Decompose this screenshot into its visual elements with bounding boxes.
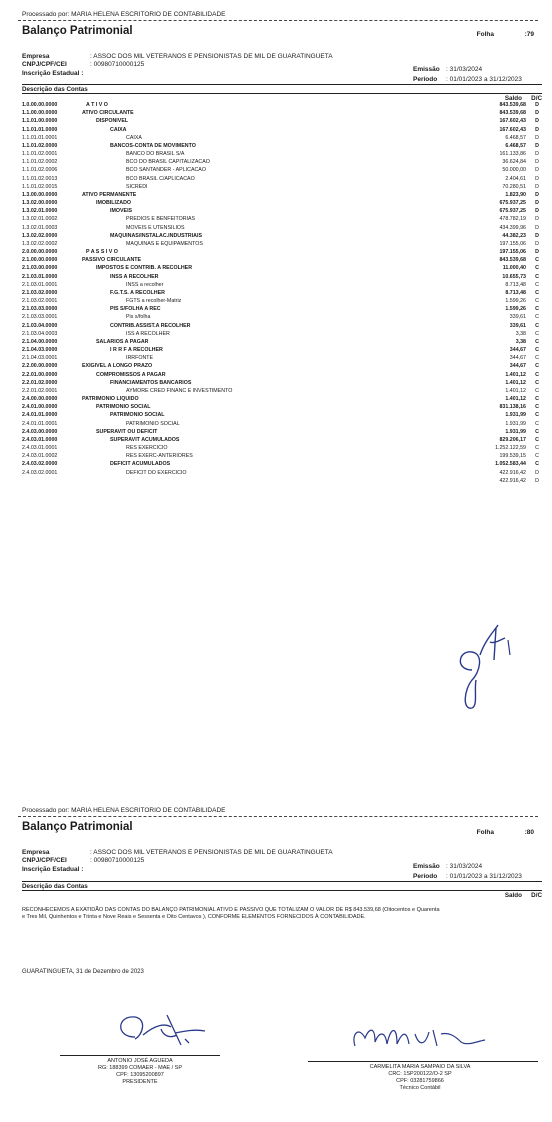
debit-credit-flag: C	[535, 436, 539, 443]
table-row	[22, 306, 542, 313]
account-code: 2.1.03.02.0000	[22, 289, 58, 296]
debit-credit-flag: D	[535, 200, 539, 207]
account-balance: 843.539,68	[499, 102, 526, 108]
account-code: 1.3.02.01.0002	[22, 216, 58, 223]
account-balance: 422.916,42	[499, 477, 526, 484]
table-row	[22, 208, 542, 215]
debit-credit-flag: D	[535, 469, 539, 476]
table-row	[22, 470, 542, 477]
account-name: MOVEIS E UTENSILIOS	[126, 224, 185, 231]
account-balance: 197.155,06	[499, 249, 526, 256]
emissao-label: Emissão	[413, 863, 440, 870]
account-name: PATRIMONIO LIQUIDO	[82, 396, 139, 403]
debit-credit-flag: D	[535, 118, 539, 125]
debit-credit-flag: D	[535, 208, 539, 215]
periodo-label: Período	[413, 76, 438, 83]
account-code: 1.1.01.02.0002	[22, 159, 58, 166]
table-row	[22, 159, 542, 166]
account-balance: 3,38	[515, 330, 526, 337]
account-name: DEFICIT DO EXERCICIO	[126, 469, 187, 476]
account-balance: 1.401,12	[505, 371, 526, 378]
debit-credit-flag: D	[535, 249, 539, 256]
debit-credit-flag: C	[535, 338, 539, 345]
account-name: DEFICIT ACUMULADOS	[110, 461, 171, 468]
debit-credit-flag: C	[535, 371, 539, 378]
cnpj-value: : 00980710000125	[90, 61, 145, 68]
account-balance: 10.655,73	[502, 273, 526, 280]
header-rule	[22, 890, 542, 891]
account-code: 1.1.01.02.0015	[22, 183, 58, 190]
account-code: 2.2.00.00.0000	[22, 363, 58, 370]
table-row	[22, 388, 542, 395]
table-row	[22, 265, 542, 272]
debit-credit-flag: D	[535, 159, 539, 166]
signer2-name: CARMELITA MARIA SAMPAIO DA SILVA	[369, 1064, 471, 1070]
debit-credit-flag: C	[535, 314, 539, 321]
dc-header: D/C	[531, 95, 542, 102]
account-name: ATIVO PERMANENTE	[82, 191, 137, 198]
signature-accountant	[345, 1020, 495, 1058]
debit-credit-flag: D	[535, 232, 539, 239]
account-name: IMPOSTOS E CONTRIB. A RECOLHER	[96, 265, 193, 272]
inscricao-label: Inscrição Estadual :	[22, 70, 84, 77]
account-name: FGTS a recolher-Matriz	[126, 298, 182, 305]
table-row	[22, 314, 542, 321]
account-name: P A S S I V O	[86, 249, 118, 256]
table-row	[22, 363, 542, 370]
statement-line-1: RECONHECEMOS A EXATIDÃO DAS CONTAS DO BALANÇO PATRIMONIAL ATIVO E PASSIVO QUE TOTALIZAM O VALOR DE R$ 843.539,68 (Oitocentos e Quarenta	[22, 907, 440, 913]
account-name: DISPONIVEL	[96, 118, 129, 125]
debit-credit-flag: C	[535, 420, 539, 427]
header-rule	[22, 84, 542, 85]
account-code: 2.1.04.03.0000	[22, 347, 58, 354]
saldo-header: Saldo	[504, 892, 522, 899]
account-name: BCO DO BRASIL CAPITALIZACAO	[126, 159, 210, 166]
header-rule	[22, 93, 542, 94]
account-balance: 1.401,12	[505, 379, 526, 386]
account-balance: 829.206,17	[499, 436, 526, 443]
account-name: COMPROMISSOS A PAGAR	[96, 371, 166, 378]
debit-credit-flag: C	[535, 453, 539, 460]
account-name: PATRIMONIO SOCIAL	[110, 412, 165, 419]
account-code: 2.1.04.03.0001	[22, 355, 58, 362]
account-name: SUPERAVIT ACUMULADOS	[110, 436, 180, 443]
account-balance: 344,67	[509, 347, 526, 354]
table-row	[22, 290, 542, 297]
table-row	[22, 151, 542, 158]
account-balance: 1.931,99	[505, 428, 526, 435]
debit-credit-flag: D	[535, 216, 539, 223]
account-balance: 675.937,25	[499, 200, 526, 207]
table-row	[22, 118, 542, 125]
table-row	[22, 339, 542, 346]
account-name: CAIXA	[110, 126, 127, 133]
account-code: 1.1.01.02.0000	[22, 142, 58, 149]
account-balance: 6.468,57	[505, 142, 526, 149]
table-row	[22, 135, 542, 142]
page-title: Balanço Patrimonial	[22, 821, 133, 833]
debit-credit-flag: C	[535, 428, 539, 435]
periodo-value: : 01/01/2023 a 31/12/2023	[446, 76, 522, 83]
periodo-label: Período	[413, 873, 438, 880]
account-balance: 167.602,43	[499, 118, 526, 125]
folha-label: Folha	[476, 829, 494, 836]
debit-credit-flag: D	[535, 191, 539, 198]
signer2-crc: CRC: 1SP200122/O-2 SP	[388, 1071, 452, 1077]
folha-value: :79	[524, 31, 534, 38]
table-row	[22, 453, 542, 460]
table-row	[22, 282, 542, 289]
table-row	[22, 102, 542, 109]
table-row	[22, 412, 542, 419]
descricao-header: Descrição das Contas	[22, 883, 88, 890]
debit-credit-flag: D	[535, 126, 539, 133]
account-name: SALARIOS A PAGAR	[96, 338, 149, 345]
table-row	[22, 323, 542, 330]
dashed-divider	[18, 816, 538, 817]
account-balance: 1.931,99	[505, 420, 526, 427]
account-code: 1.3.00.00.0000	[22, 191, 58, 198]
descricao-header: Descrição das Contas	[22, 86, 88, 93]
account-code: 2.2.01.00.0000	[22, 371, 58, 378]
table-row	[22, 200, 542, 207]
debit-credit-flag: D	[535, 102, 539, 108]
empresa-label: Empresa	[22, 53, 50, 60]
debit-credit-flag: D	[535, 183, 539, 190]
account-name: SUPERAVIT OU DEFICIT	[96, 428, 158, 435]
empresa-label: Empresa	[22, 849, 50, 856]
debit-credit-flag: C	[535, 404, 539, 411]
table-row	[22, 372, 542, 379]
table-row	[22, 110, 542, 117]
debit-credit-flag: C	[535, 412, 539, 419]
account-name: EXIGIVEL A LONGO PRAZO	[82, 363, 153, 370]
debit-credit-flag: C	[535, 330, 539, 337]
table-row	[22, 167, 542, 174]
cnpj-label: CNPJ/CPF/CEI	[22, 857, 67, 864]
table-row	[22, 404, 542, 411]
header-rule	[22, 881, 542, 882]
account-name: AYMORE CRED FINANC E INVESTIMENTO	[126, 387, 233, 394]
table-row	[22, 233, 542, 240]
table-row	[22, 127, 542, 134]
signer2-role: Técnico Contábil	[399, 1085, 441, 1091]
account-name: I R R F A RECOLHER	[110, 347, 163, 354]
table-row	[22, 249, 542, 256]
debit-credit-flag: D	[535, 477, 539, 484]
account-name: PREDIOS E BENFEITORIAS	[126, 216, 196, 223]
empresa-value: : ASSOC DOS MIL VETERANOS E PENSIONISTAS DE MIL DE GUARATINGUETA	[90, 53, 333, 60]
account-code: 2.1.03.01.0001	[22, 281, 58, 288]
account-code: 2.4.00.00.0000	[22, 396, 58, 403]
table-row	[22, 429, 542, 436]
account-balance: 1.599,26	[505, 306, 526, 313]
account-code: 1.3.02.01.0003	[22, 224, 58, 231]
account-code: 2.4.03.01.0002	[22, 453, 58, 460]
account-balance: 675.937,25	[499, 208, 526, 215]
empresa-value: : ASSOC DOS MIL VETERANOS E PENSIONISTAS DE MIL DE GUARATINGUETA	[90, 849, 333, 856]
account-code: 1.1.01.00.0000	[22, 118, 58, 125]
account-code: 1.1.00.00.0000	[22, 110, 58, 117]
debit-credit-flag: C	[535, 289, 539, 296]
table-header	[22, 86, 542, 93]
debit-credit-flag: D	[535, 151, 539, 158]
account-name: BCO BRASIL C/APLICACAO	[126, 175, 195, 182]
table-row	[22, 355, 542, 362]
dc-header: D/C	[531, 892, 542, 899]
account-code: 1.0.00.00.0000	[22, 102, 58, 108]
account-balance: 199.539,15	[499, 453, 526, 460]
account-code: 1.3.02.02.0002	[22, 240, 58, 247]
account-name: INSS A RECOLHER	[110, 273, 159, 280]
account-code: 2.1.04.00.0000	[22, 338, 58, 345]
debit-credit-flag: D	[535, 175, 539, 182]
account-code: 2.4.01.00.0000	[22, 404, 58, 411]
signer1-role: PRESIDENTE	[122, 1079, 158, 1085]
table-row	[22, 298, 542, 305]
account-name: IRRFONTE	[126, 355, 154, 362]
processed-by: Processado por: MARIA HELENA ESCRITORIO DE CONTABILIDADE	[22, 11, 226, 18]
folha-label: Folha	[476, 31, 494, 38]
account-name: MAQUINAS/INSTALAC.INDUSTRIAIS	[110, 232, 203, 239]
account-code: 2.4.03.00.0000	[22, 428, 58, 435]
table-row	[22, 461, 542, 468]
account-balance: 8.713,48	[505, 281, 526, 288]
account-name: CONTRIB.ASSIST.A RECOLHER	[110, 322, 191, 329]
account-name: IMOVEIS	[110, 208, 133, 215]
account-balance: 1.252.122,59	[495, 445, 526, 452]
signer1-rg: RG: 188399 COMAER - MAE / SP	[97, 1065, 183, 1071]
account-name: IMOBILIZADO	[96, 200, 132, 207]
debit-credit-flag: C	[535, 322, 539, 329]
debit-credit-flag: C	[535, 396, 539, 403]
account-name: PASSIVO CIRCULANTE	[82, 257, 142, 264]
account-code: 1.1.01.02.0006	[22, 167, 58, 174]
account-name: SICREDI	[126, 183, 148, 190]
account-balance: 434.399,96	[499, 224, 526, 231]
emissao-value: : 31/03/2024	[446, 66, 483, 73]
account-code: 2.4.01.01.0001	[22, 420, 58, 427]
account-balance: 36.624,84	[502, 159, 526, 166]
account-name: RES EXERCICIO	[126, 445, 168, 452]
account-balance: 339,61	[509, 322, 526, 329]
account-code: 2.0.00.00.0000	[22, 249, 58, 256]
account-code: 1.3.02.01.0000	[22, 208, 58, 215]
account-code: 2.1.03.03.0001	[22, 314, 58, 321]
debit-credit-flag: C	[535, 379, 539, 386]
debit-credit-flag: C	[535, 273, 539, 280]
account-name: FINANCIAMENTOS BANCARIOS	[110, 379, 192, 386]
debit-credit-flag: C	[535, 355, 539, 362]
signature-president	[105, 1005, 215, 1053]
account-code: 2.2.01.02.0000	[22, 379, 58, 386]
debit-credit-flag: D	[535, 167, 539, 174]
debit-credit-flag: C	[535, 257, 539, 264]
account-balance: 1.599,26	[505, 298, 526, 305]
account-code: 2.1.03.02.0001	[22, 298, 58, 305]
account-balance: 1.931,99	[505, 412, 526, 419]
account-code: 1.3.02.00.0000	[22, 200, 58, 207]
handwritten-initials	[450, 610, 520, 720]
emissao-label: Emissão	[413, 66, 440, 73]
account-code: 2.1.03.01.0000	[22, 273, 58, 280]
account-balance: 8.713,48	[505, 289, 526, 296]
account-name: BANCOS-CONTA DE MOVIMENTO	[110, 142, 196, 149]
account-code: 1.1.01.01.0001	[22, 134, 58, 141]
debit-credit-flag: D	[535, 142, 539, 149]
signer1-name: ANTONIO JOSÉ AGUEDA	[107, 1058, 173, 1064]
account-name: INSS a recolher	[126, 281, 164, 288]
account-code: 2.1.03.03.0000	[22, 306, 58, 313]
table-header	[22, 883, 542, 890]
account-code: 2.1.03.04.0000	[22, 322, 58, 329]
signature-line	[308, 1061, 538, 1062]
folha-value: :80	[524, 829, 534, 836]
debit-credit-flag: D	[535, 224, 539, 231]
table-row	[22, 225, 542, 232]
table-row	[22, 380, 542, 387]
account-balance: 344,67	[509, 363, 526, 370]
account-name: ISS A RECOLHER	[126, 330, 170, 337]
table-row	[22, 176, 542, 183]
account-balance: 339,61	[509, 314, 526, 321]
debit-credit-flag: C	[535, 298, 539, 305]
account-name: F.G.T.S. A RECOLHER	[110, 289, 165, 296]
account-balance: 831.138,16	[499, 404, 526, 411]
account-code: 2.4.01.01.0000	[22, 412, 58, 419]
debit-credit-flag: C	[535, 347, 539, 354]
signer1-cpf: CPF: 13095200897	[116, 1072, 164, 1078]
account-name: BANCO DO BRASIL S/A	[126, 151, 185, 158]
account-balance: 344,67	[509, 355, 526, 362]
cnpj-label: CNPJ/CPF/CEI	[22, 61, 67, 68]
debit-credit-flag: D	[535, 110, 539, 117]
account-balance: 843.539,68	[499, 110, 526, 117]
debit-credit-flag: C	[535, 265, 539, 272]
emissao-value: : 31/03/2024	[446, 863, 483, 870]
processed-by: Processado por: MARIA HELENA ESCRITORIO DE CONTABILIDADE	[22, 807, 226, 814]
table-row	[22, 274, 542, 281]
signature-line	[60, 1055, 220, 1056]
account-balance: 3,38	[515, 338, 526, 345]
table-row	[22, 396, 542, 403]
debit-credit-flag: C	[535, 387, 539, 394]
debit-credit-flag: C	[535, 445, 539, 452]
account-balance: 44.382,23	[502, 232, 526, 239]
table-row	[22, 241, 542, 248]
account-name: A T I V O	[86, 102, 108, 108]
account-code: 2.4.03.01.0001	[22, 445, 58, 452]
table-row	[22, 184, 542, 191]
account-name: PATRIMONIO SOCIAL	[126, 420, 180, 427]
account-name: CAIXA	[126, 134, 142, 141]
account-balance: 70.280,51	[502, 183, 526, 190]
account-code: 2.4.03.02.0001	[22, 469, 58, 476]
periodo-value: : 01/01/2023 a 31/12/2023	[446, 873, 522, 880]
saldo-header: Saldo	[504, 95, 522, 102]
table-row	[22, 478, 542, 485]
account-code: 2.4.03.01.0000	[22, 436, 58, 443]
table-row	[22, 257, 542, 264]
account-balance: 422.916,42	[499, 469, 526, 476]
account-balance: 843.539,68	[499, 257, 526, 264]
table-row	[22, 143, 542, 150]
account-balance: 1.401,12	[505, 387, 526, 394]
signer2-cpf: CPF: 03281759866	[396, 1078, 444, 1084]
account-name: BCO SANTANDER - APLICACAO	[126, 167, 206, 174]
account-code: 1.3.02.02.0000	[22, 232, 58, 239]
table-row	[22, 192, 542, 199]
account-balance: 11.000,40	[502, 265, 526, 272]
account-balance: 478.782,19	[499, 216, 526, 223]
account-balance: 161.133,86	[499, 151, 526, 158]
table-row	[22, 331, 542, 338]
account-balance: 1.823,90	[505, 191, 526, 198]
table-row	[22, 421, 542, 428]
account-name: PATRIMONIO SOCIAL	[96, 404, 151, 411]
account-balance: 1.401,12	[505, 396, 526, 403]
account-balance: 197.155,06	[499, 240, 526, 247]
cnpj-value: : 00980710000125	[90, 857, 145, 864]
account-name: RES EXERC-ANTERIORES	[126, 453, 193, 460]
debit-credit-flag: C	[535, 363, 539, 370]
debit-credit-flag: C	[535, 306, 539, 313]
account-balance: 6.468,57	[505, 134, 526, 141]
debit-credit-flag: D	[535, 134, 539, 141]
debit-credit-flag: C	[535, 461, 539, 468]
account-name: PIS S/FOLHA A REC	[110, 306, 161, 313]
balance-sheet-page-80	[0, 790, 552, 1122]
account-balance: 167.602,43	[499, 126, 526, 133]
table-row	[22, 347, 542, 354]
account-code: 1.1.01.01.0000	[22, 126, 58, 133]
account-balance: 1.052.583,44	[495, 461, 526, 468]
dashed-divider	[18, 20, 538, 21]
account-code: 2.1.03.00.0000	[22, 265, 58, 272]
table-row	[22, 445, 542, 452]
page-title: Balanço Patrimonial	[22, 25, 133, 37]
account-code: 2.1.03.04.0003	[22, 330, 58, 337]
account-code: 2.1.00.00.0000	[22, 257, 58, 264]
debit-credit-flag: C	[535, 281, 539, 288]
table-row	[22, 216, 542, 223]
account-name: Pis s/folha	[126, 314, 151, 321]
place-date: GUARATINGUETA, 31 de Dezembro de 2023	[22, 969, 144, 975]
account-name: ATIVO CIRCULANTE	[82, 110, 134, 117]
debit-credit-flag: D	[535, 240, 539, 247]
account-code: 2.2.01.02.0001	[22, 387, 58, 394]
statement-line-2: e Tres Mil, Quinhentos e Trinta e Nove Reais e Sessenta e Oito Centavos ), CONFORME ELEMENTOS FORNECIDOS À CONTABILIDADE.	[22, 914, 366, 920]
table-row	[22, 437, 542, 444]
account-code: 1.1.01.02.0013	[22, 175, 58, 182]
account-balance: 50.000,00	[502, 167, 526, 174]
account-name: MAQUINAS E EQUIPAMENTOS	[126, 240, 203, 247]
account-code: 1.1.01.02.0001	[22, 151, 58, 158]
account-code: 2.4.03.02.0000	[22, 461, 58, 468]
inscricao-label: Inscrição Estadual :	[22, 866, 84, 873]
account-balance: 2.404,61	[505, 175, 526, 182]
